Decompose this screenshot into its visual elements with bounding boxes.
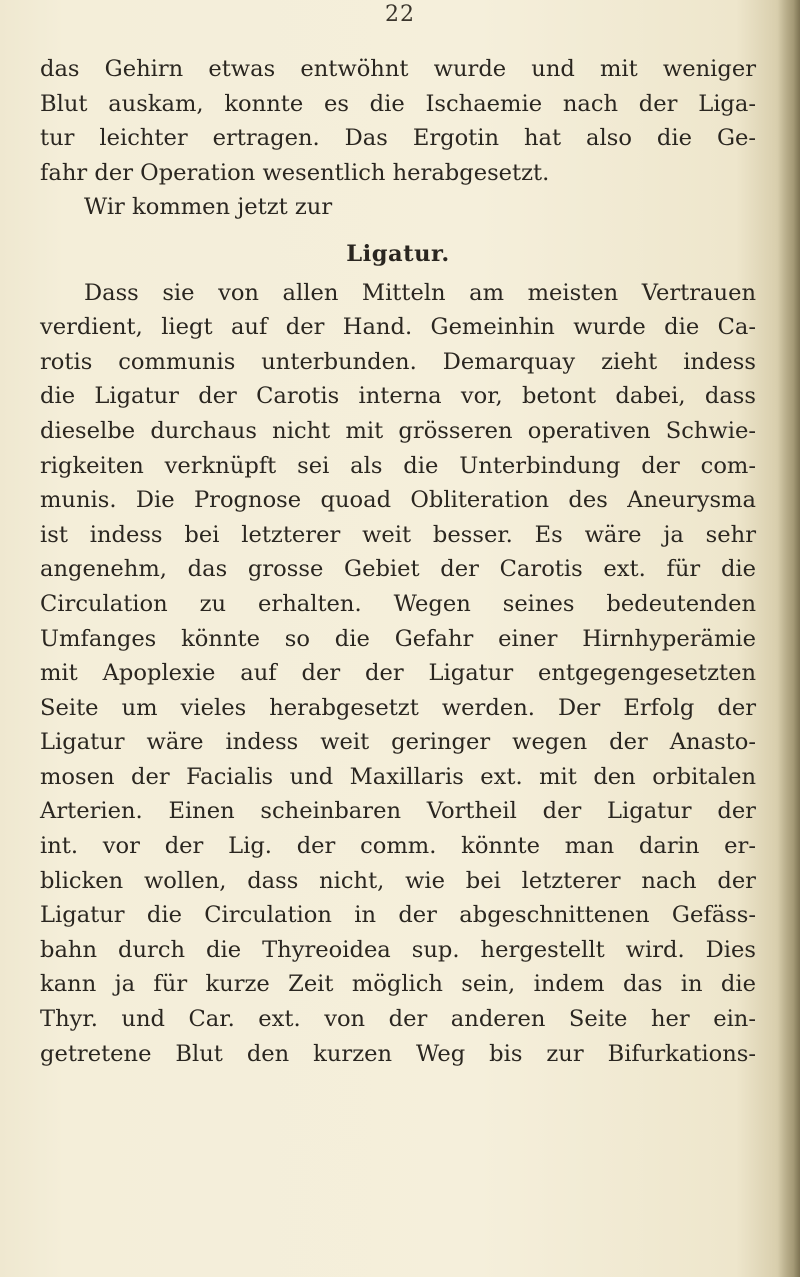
text-line: angenehm, das grosse Gebiet der Carotis ext. für die xyxy=(40,556,756,583)
text-line: tur leichter ertragen. Das Ergotin hat also die Ge- xyxy=(40,125,756,152)
text-line: munis. Die Prognose quoad Obliteration des Aneurysma xyxy=(40,487,756,514)
text-line: die Ligatur der Carotis interna vor, betont dabei, dass xyxy=(40,383,756,410)
page-edge-shadow xyxy=(778,0,800,1277)
text-line: Circulation zu erhalten. Wegen seines bedeutenden xyxy=(40,590,756,617)
text-line: Wir kommen jetzt zur xyxy=(84,194,333,221)
text-line: rigkeiten verknüpft sei als die Unterbindung der com- xyxy=(40,452,756,479)
paragraph-first-line: Dass sie von allen Mitteln am meisten Vertrauen xyxy=(84,279,756,306)
text-line: dieselbe durchaus nicht mit grösseren operativen Schwie- xyxy=(40,417,756,444)
section-heading: Ligatur. xyxy=(346,240,450,267)
text-line: ist indess bei letzterer weit besser. Es wäre ja sehr xyxy=(40,521,756,548)
text-line: Arterien. Einen scheinbaren Vortheil der Ligatur der xyxy=(40,798,756,825)
text-line: blicken wollen, dass nicht, wie bei letzterer nach der xyxy=(40,867,756,894)
page-number: 22 xyxy=(385,2,415,27)
text-line: rotis communis unterbunden. Demarquay zieht indess xyxy=(40,348,756,375)
text-line: Umfanges könnte so die Gefahr einer Hirnhyperämie xyxy=(40,625,756,652)
text-line: Seite um vieles herabgesetzt werden. Der Erfolg der xyxy=(40,694,756,721)
text-line: Ligatur die Circulation in der abgeschnittenen Gefäss- xyxy=(40,902,756,929)
text-line: mit Apoplexie auf der der Ligatur entgegengesetzten xyxy=(40,660,756,687)
text-block xyxy=(40,52,756,1071)
text-line: mosen der Facialis und Maxillaris ext. mit den orbitalen xyxy=(40,763,756,790)
text-line: Thyr. und Car. ext. von der anderen Seite her ein- xyxy=(40,1006,756,1033)
text-line: kann ja für kurze Zeit möglich sein, indem das in die xyxy=(40,971,756,998)
text-line: Ligatur wäre indess weit geringer wegen der Anasto- xyxy=(40,729,756,756)
text-line: fahr der Operation wesentlich herabgesetzt. xyxy=(40,159,550,186)
text-line: bahn durch die Thyreoidea sup. hergestellt wird. Dies xyxy=(40,936,756,963)
text-line: int. vor der Lig. der comm. könnte man darin er- xyxy=(40,833,756,860)
text-line: Blut auskam, konnte es die Ischaemie nach der Liga- xyxy=(40,90,756,117)
text-line: verdient, liegt auf der Hand. Gemeinhin wurde die Ca- xyxy=(40,314,756,341)
text-line: das Gehirn etwas entwöhnt wurde und mit weniger xyxy=(40,56,756,82)
text-line: getretene Blut den kurzen Weg bis zur Bifurkations- xyxy=(40,1040,756,1067)
